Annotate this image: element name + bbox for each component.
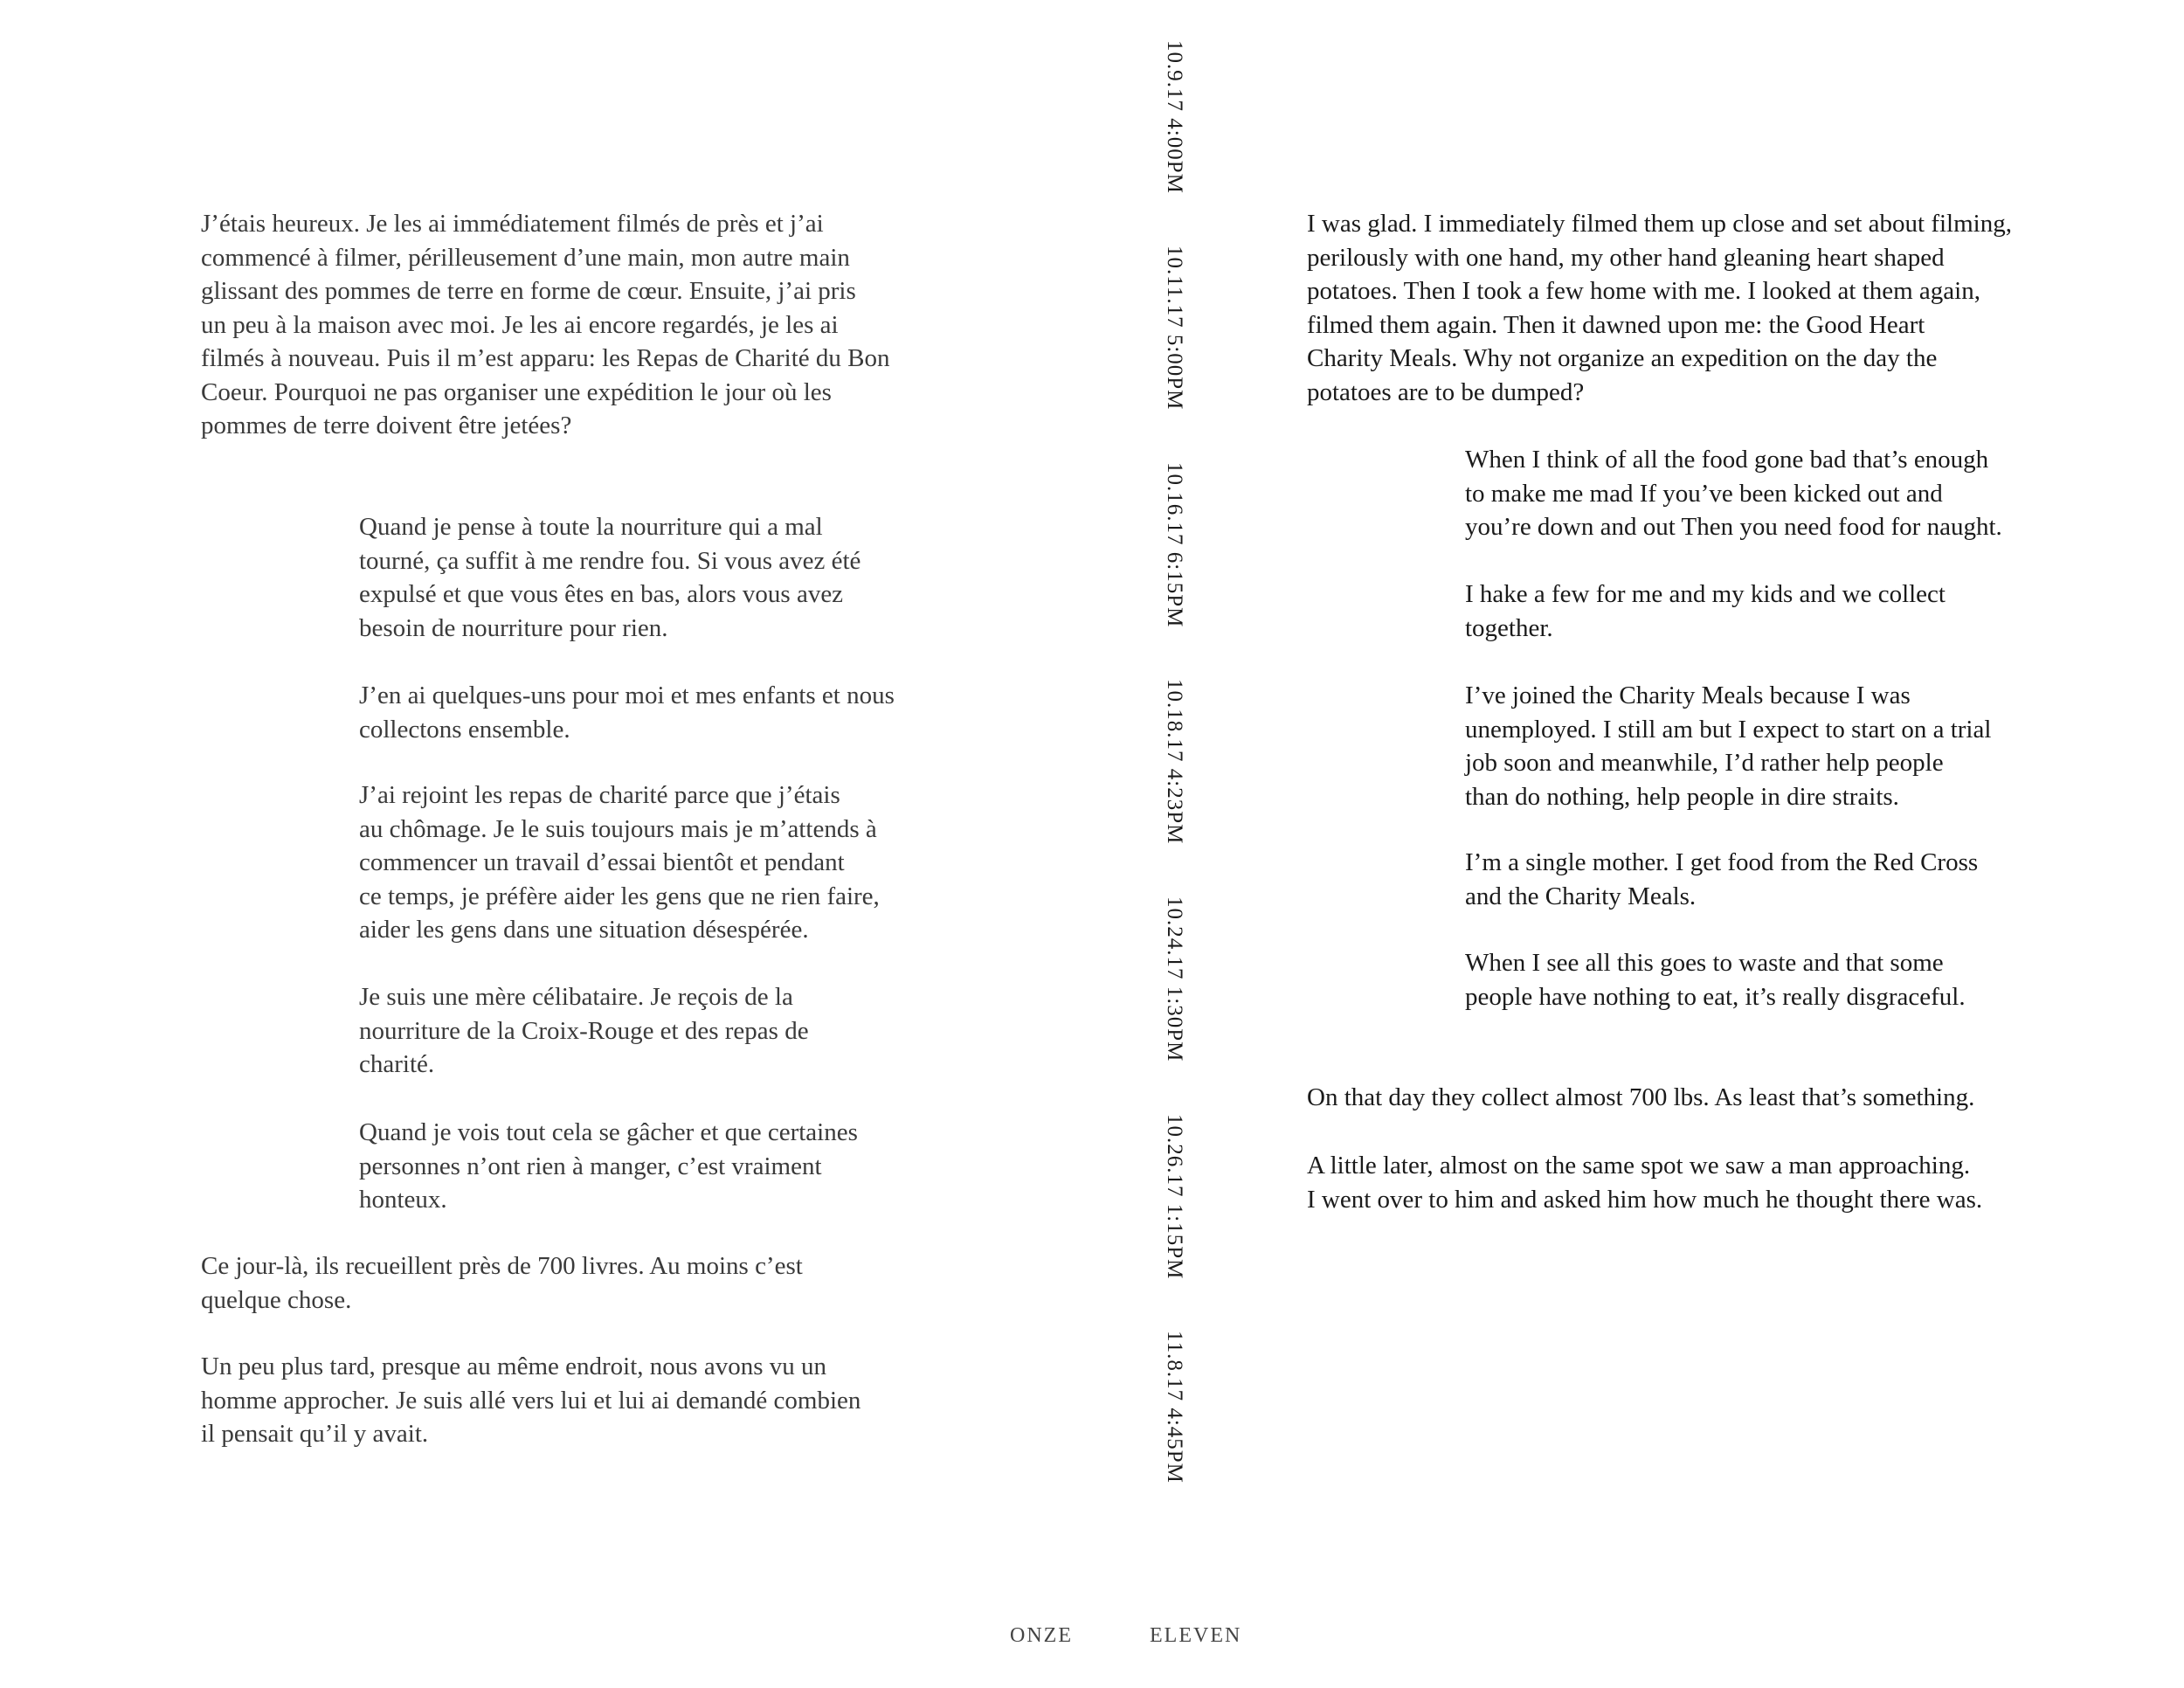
right-quote-2: I hake a few for me and my kids and we collect together.	[1465, 580, 1946, 642]
right-quote-5: When I see all this goes to waste and that some people have nothing to eat, it’s really disgraceful.	[1465, 949, 1966, 1011]
left-quote-2: J’en ai quelques-uns pour moi et mes enfants et nous collectons ensemble.	[359, 681, 895, 744]
timestamp: 10.18.17 4:23PM	[1163, 679, 1186, 845]
page-folio-right: ELEVEN	[1150, 1624, 1242, 1647]
timestamp: 10.16.17 6:15PM	[1163, 461, 1186, 628]
left-intro-paragraph: J’étais heureux. Je les ai immédiatement filmés de près et j’ai commencé à filmer, périlleusement d’une main, mon autre main glissant des pommes de terre en forme de cœur. Ensuite, j’ai pris un peu à la maison avec moi. Je les ai encore regardés, je les ai filmés à nouveau. Puis il m’est apparu: les Repas de Charité du Bon Coeur. Pourquoi ne pas organiser une expédition le jour où les pommes de terre doivent être jetées?	[201, 210, 890, 439]
right-quote-4: I’m a single mother. I get food from the Red Cross and the Charity Meals.	[1465, 848, 1979, 910]
left-quote-1: Quand je pense à toute la nourriture qui a mal tourné, ça suffit à me rendre fou. Si vous avez été expulsé et que vous êtes en bas, alors vous avez besoin de nourriture pour rien.	[359, 513, 861, 642]
right-quote-3: I’ve joined the Charity Meals because I was unemployed. I still am but I expect to start on a trial job soon and meanwhile, I’d rather help people than do nothing, help people in dire straits.	[1465, 681, 1992, 811]
timestamp: 10.9.17 4:00PM	[1163, 40, 1186, 194]
timestamp: 10.24.17 1:30PM	[1163, 896, 1186, 1062]
timestamp: 11.8.17 4:45PM	[1163, 1331, 1186, 1484]
left-closing-1: Ce jour-là, ils recueillent près de 700 livres. Au moins c’est quelque chose.	[201, 1252, 803, 1314]
page-folio-left: ONZE	[1010, 1624, 1073, 1647]
right-quote-1: When I think of all the food gone bad that’s enough to make me mad If you’ve been kicked out and you’re down and out Then you need food for naught.	[1465, 446, 2002, 541]
right-closing-2: A little later, almost on the same spot we saw a man approaching. I went over to him and asked him how much he thought there was.	[1307, 1152, 1983, 1214]
right-closing-1: On that day they collect almost 700 lbs. As least that’s something.	[1307, 1083, 1975, 1111]
right-intro-paragraph: I was glad. I immediately filmed them up close and set about filming, perilously with one hand, my other hand gleaning heart shaped potatoes. Then I took a few home with me. I looked at them again, filmed them again. Then it dawned upon me: the Good Heart Charity Meals. Why not organize an expedition on the day the potatoes are to be dumped?	[1307, 210, 2012, 406]
timestamp: 10.11.17 5:00PM	[1163, 246, 1186, 411]
timestamp: 10.26.17 1:15PM	[1163, 1113, 1186, 1279]
left-closing-2: Un peu plus tard, presque au même endroit, nous avons vu un homme approcher. Je suis allé vers lui et lui ai demandé combien il pensait qu’il y avait.	[201, 1352, 861, 1448]
left-quote-4: Je suis une mère célibataire. Je reçois de la nourriture de la Croix-Rouge et des repas de charité.	[359, 983, 809, 1078]
left-quote-3: J’ai rejoint les repas de charité parce que j’étais au chômage. Je le suis toujours mais je m’attends à commencer un travail d’essai bientôt et pendant ce temps, je préfère aider les gens que ne rien faire, aider les gens dans une situation désespérée.	[359, 781, 880, 944]
left-quote-5: Quand je vois tout cela se gâcher et que certaines personnes n’ont rien à manger, c’est vraiment honteux.	[359, 1118, 858, 1214]
timestamp-strip	[1162, 40, 1186, 1484]
